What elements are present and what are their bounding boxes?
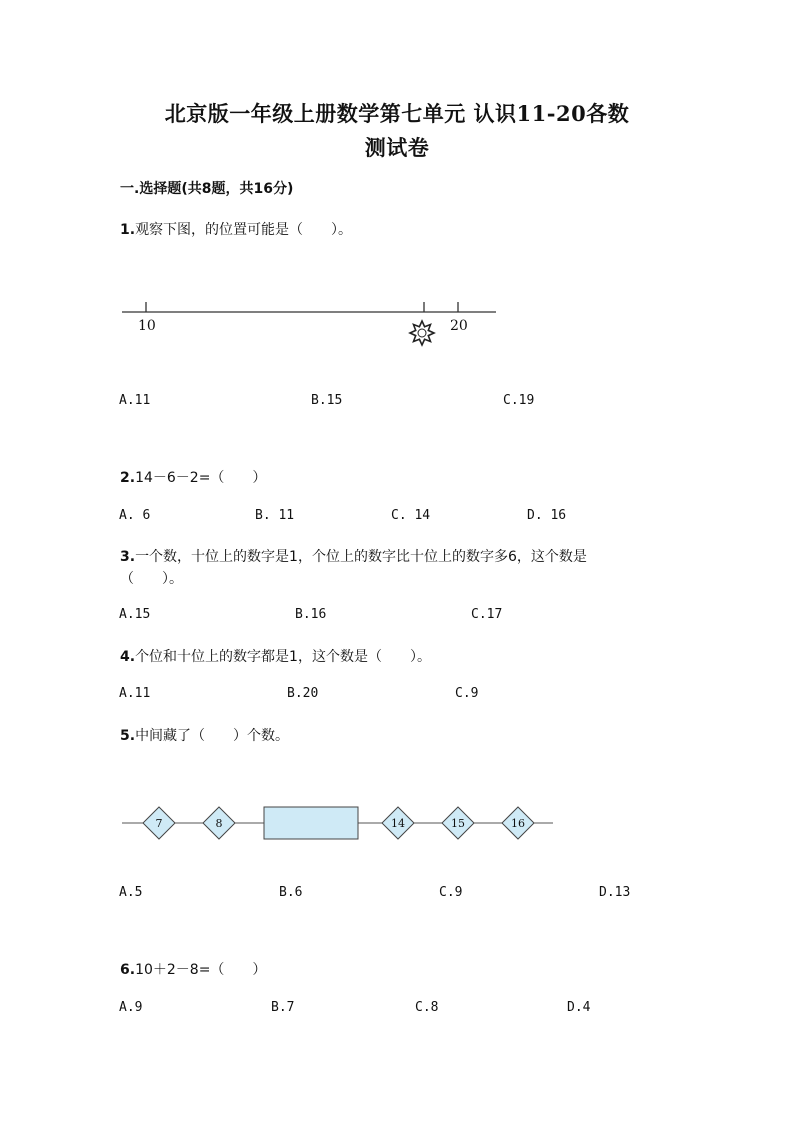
option-d[interactable]: D.13 [599,885,631,900]
question-2 [120,467,266,487]
diamond-16 [502,807,534,839]
option-c[interactable]: C.17 [471,607,503,622]
diamond-label: 7 [155,817,163,830]
question-4 [120,646,431,666]
question-text: 10＋2－8=（ ） [135,962,267,978]
option-b[interactable]: B.6 [279,885,303,900]
question-text: 一个数，十位上的数字是1，个位上的数字比十位上的数字多6，这个数是 [135,549,587,565]
option-d[interactable]: D.4 [567,1000,591,1015]
diamond-7 [143,807,175,839]
option-a[interactable]: A.11 [119,686,151,701]
question-number: 2. [120,470,136,486]
diamond-label: 16 [511,817,525,830]
question-number: 3. [120,549,136,565]
option-c[interactable]: C.9 [439,885,463,900]
option-a[interactable]: A.11 [119,393,151,408]
diamond-14 [382,807,414,839]
section-heading: 一.选择题(共8题，共16分) [120,181,294,197]
question-1 [120,219,352,239]
diamond-label: 15 [451,817,465,830]
option-c[interactable]: C.19 [503,393,535,408]
hidden-numbers-figure [0,803,794,843]
diamond-15 [442,807,474,839]
option-b[interactable]: B. 11 [255,508,295,523]
question-text: 中间藏了（ ）个数。 [135,728,290,744]
tick-label-20: 20 [450,318,468,334]
option-c[interactable]: C.9 [455,686,479,701]
option-b[interactable]: B.16 [295,607,327,622]
option-b[interactable]: B.20 [287,686,319,701]
option-a[interactable]: A. 6 [119,508,151,523]
number-line-figure [0,298,794,358]
question-text: 观察下图，的位置可能是（ ）。 [135,222,353,238]
option-a[interactable]: A.5 [119,885,143,900]
question-number: 1. [120,222,136,238]
diamond-label: 14 [391,817,405,830]
document-title-line-2: 测试卷 [364,135,430,160]
option-a[interactable]: A.9 [119,1000,143,1015]
tick-label-10: 10 [138,318,156,334]
document-title-line-1: 北京版一年级上册数学第七单元 认识11-20各数 [164,101,630,126]
question-5 [120,725,289,745]
option-c[interactable]: C. 14 [391,508,431,523]
question-6 [120,959,266,979]
diamond-8 [203,807,235,839]
option-a[interactable]: A.15 [119,607,151,622]
option-d[interactable]: D. 16 [527,508,567,523]
question-3 [120,546,587,566]
question-number: 4. [120,649,136,665]
question-text: 个位和十位上的数字都是1，这个数是（ ）。 [135,649,431,665]
question-number: 5. [120,728,136,744]
sun-icon [410,321,434,345]
option-b[interactable]: B.15 [311,393,343,408]
option-c[interactable]: C.8 [415,1000,439,1015]
question-number: 6. [120,962,136,978]
option-b[interactable]: B.7 [271,1000,295,1015]
diamond-label: 8 [215,817,223,830]
question-3-continuation: （ ）。 [120,571,183,587]
hidden-box [264,807,358,839]
question-text: 14－6－2=（ ） [135,470,267,486]
